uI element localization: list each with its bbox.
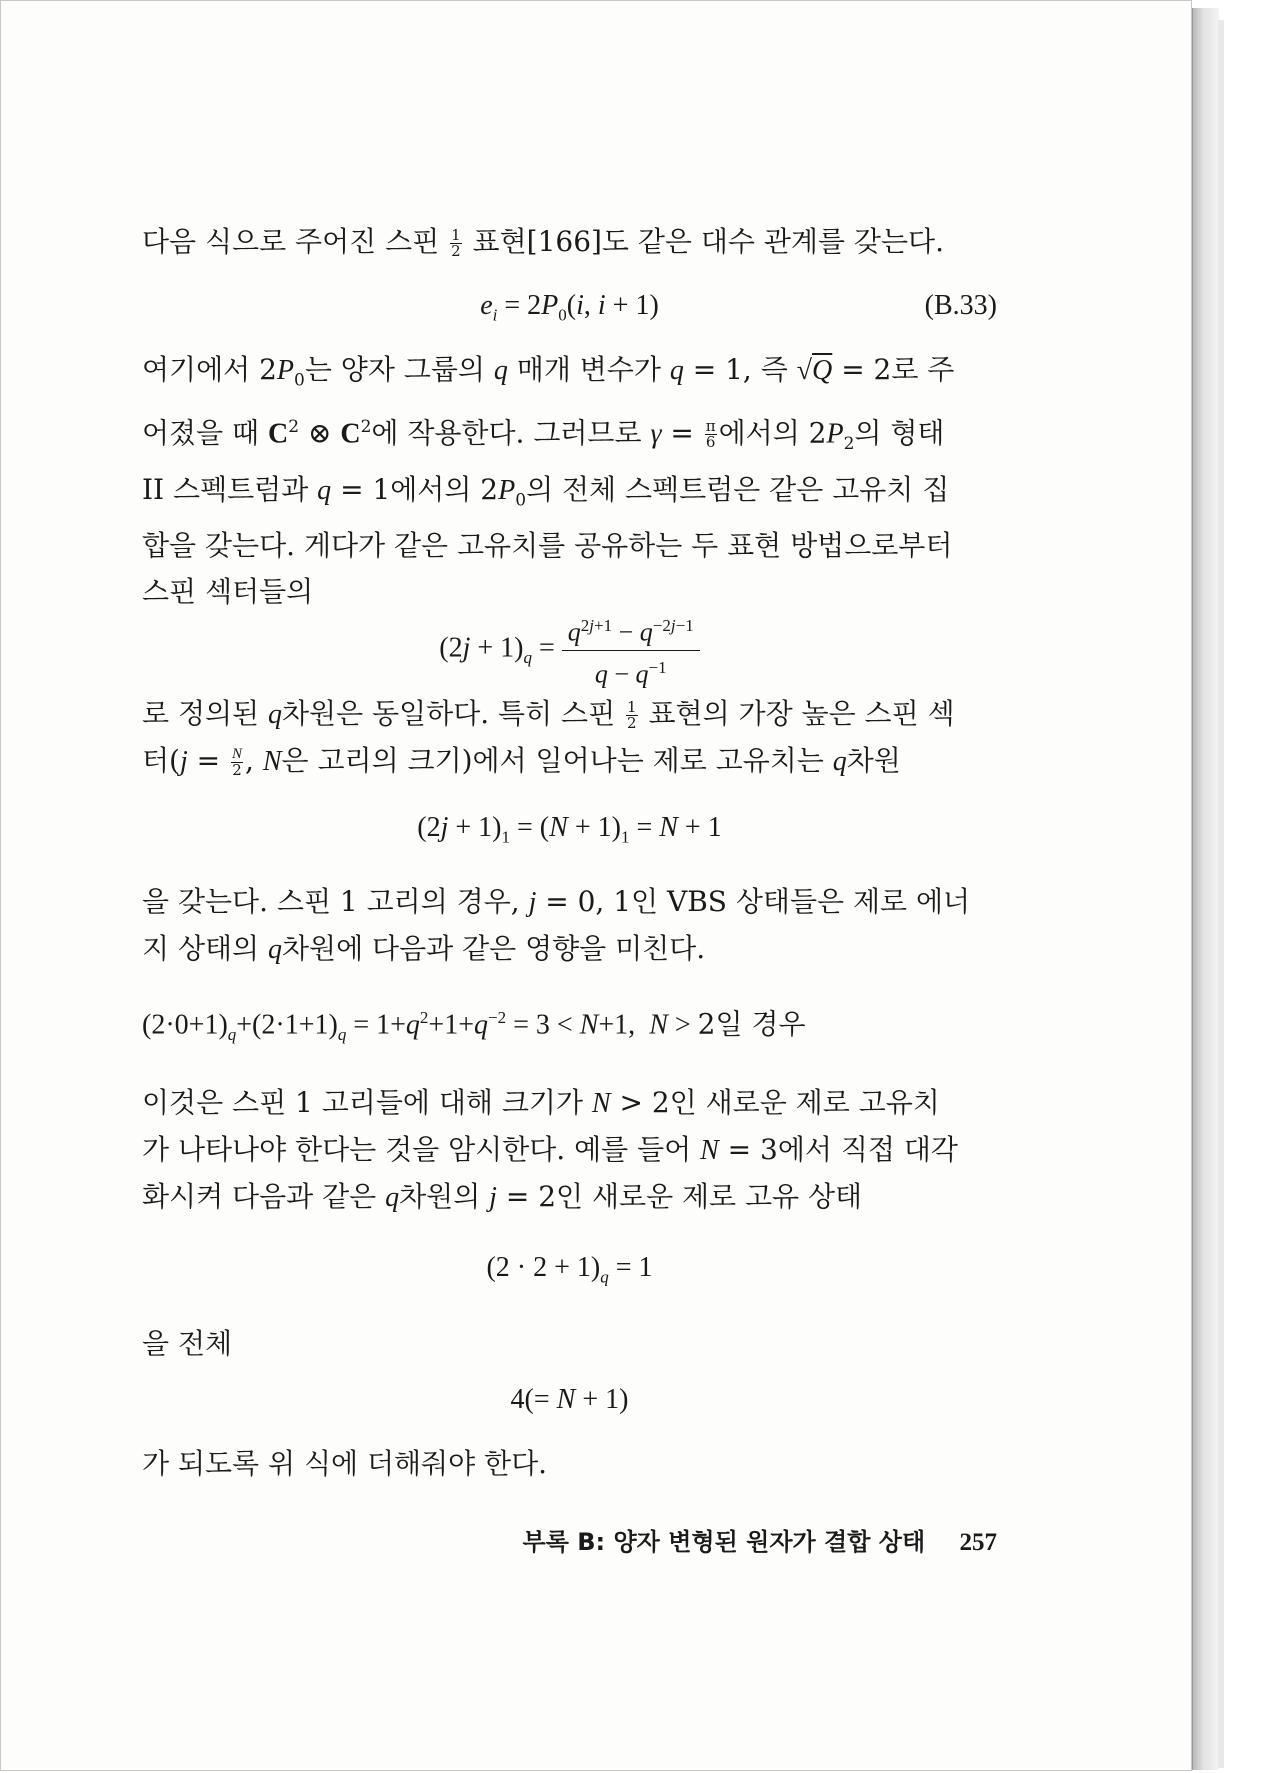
paragraph-4: 을 갖는다. 스핀 1 고리의 경우, j = 0, 1인 VBS 상태들은 제로 에너 지 상태의 q차원에 다음과 같은 영향을 미친다. (142, 885, 971, 966)
page-footer (523, 1522, 997, 1557)
paragraph-3: 로 정의된 q차원은 동일하다. 특히 스핀 $\frac{1}{2}$ 표현의 가장 높은 스핀 섹 터(j = $\frac{N}{2}$ , N은 고리의 크기)에서 일어나는 제로 고유치는 q차원 (142, 697, 955, 780)
equation-zero-eigen: $(2j + 1)_1 = (N + 1)_1 = N + 1$ (417, 812, 722, 848)
paragraph-6: 을 전체 (142, 1326, 233, 1360)
text: 표현[166]도 같은 대수 관계를 갖는다. (472, 225, 944, 258)
equation-total: 4(= N + 1) (510, 1383, 629, 1415)
paragraph-2: 여기에서 $2P_0$는 양자 그룹의 q 매개 변수가 q = 1, 즉 √Q = 2로 주 어졌을 때 $C^2$ ⊗ $C^2$에 작용한다. 그러므로 γ = $\frac{\pi}{6}$ 에서의 $2P_2$의 형태 II 스펙트럼과 q = 1에서의 $2P_0$의 전체 스펙트럼은 같은 고유치 집 합을 갖는다. 게다가 같은 고유치를 공유하는 두 표현 방법으로부터 스핀 섹터들의 (142, 353, 955, 609)
paragraph-7: 가 되도록 위 식에 더해줘야 한다. (142, 1446, 548, 1480)
page-stack-edge (1192, 8, 1219, 1770)
page-body (142, 219, 997, 1556)
fraction-half: $\frac{1}{2}$ (451, 226, 461, 260)
equation-b33: $e_i = 2P_0(i$, i + 1) (B.33) (142, 283, 997, 329)
equation-new-state: $(2 \cdot 2 + 1)_q = 1$ (486, 1251, 653, 1287)
equation-q-dimension: $(2j + 1)_q$ = $\frac{q^{2j+1} - q^{-2j-1}}{q - q^{-1}}$ (142, 609, 997, 691)
paragraph-5: 이것은 스핀 1 고리들에 대해 크기가 N > 2인 새로운 제로 고유치 가 나타나야 한다는 것을 암시한다. 예를 들어 N = 3에서 직접 대각 화시켜 다음과 같은 q차원의 j = 2인 새로운 제로 고유 상태 (142, 1085, 958, 1213)
text: 다음 식으로 주어진 스핀 (142, 225, 440, 258)
page-stack-edge-inner (1218, 20, 1224, 1768)
running-title: 부록 B: 양자 변형된 원자가 결합 상태 (522, 1528, 926, 1556)
paragraph-1 (142, 219, 997, 265)
page-number: 257 (959, 1529, 997, 1556)
equation-number: (B.33) (924, 290, 997, 321)
equation-spin1: $(2\cdot 0+1)_q+(2\cdot 1+1)_q = 1+q^2+1+q^{-2} = 3 < N+1$, N > 2일 경우 (142, 1007, 806, 1044)
